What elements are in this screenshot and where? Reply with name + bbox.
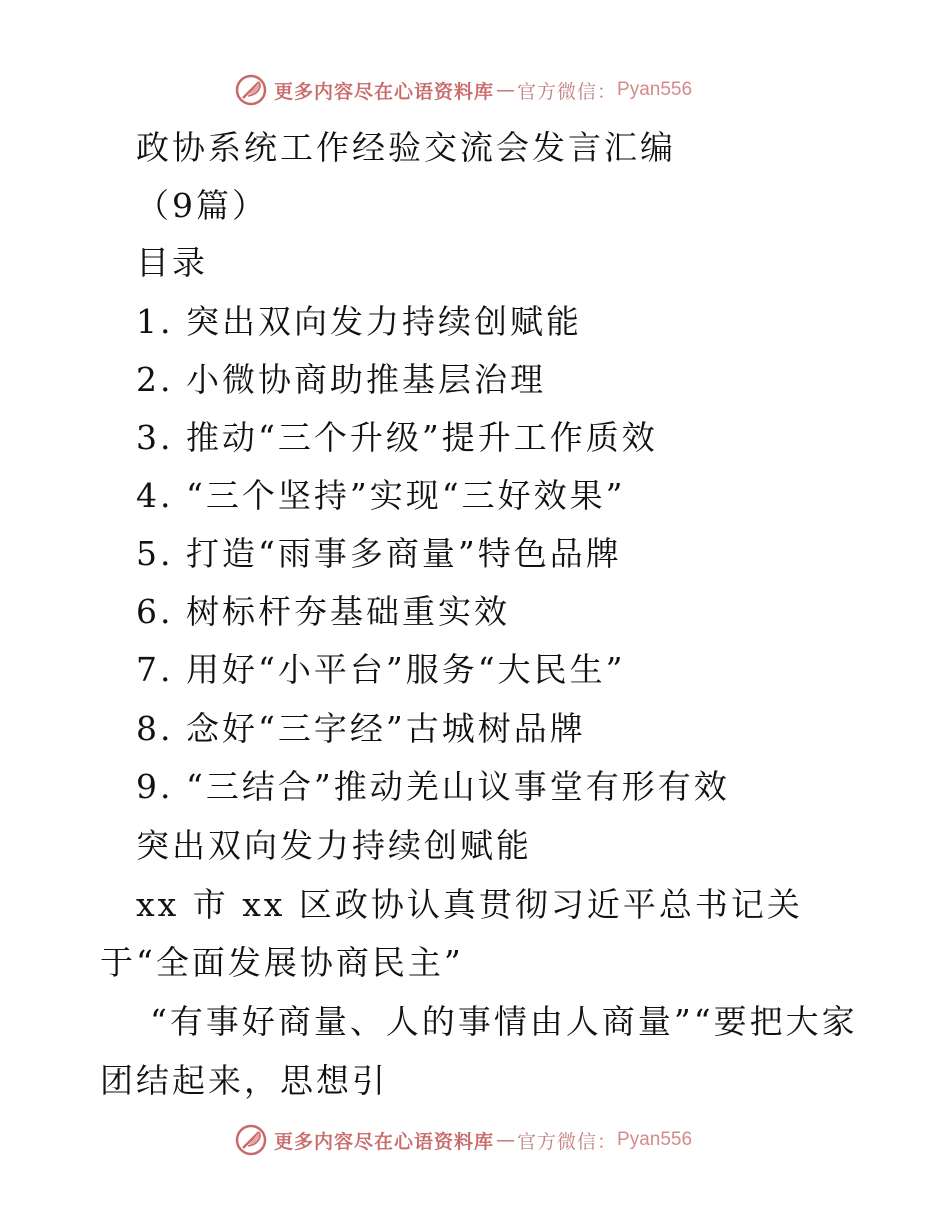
watermark-wechat-handle: Pyan556 [617,1129,693,1150]
toc-item-text: 打造“雨事多商量”特色品牌 [186,534,622,573]
toc-item [136,476,625,516]
toc-item [136,592,510,632]
toc-item-text: 树标杆夯基础重实效 [186,592,510,631]
toc-item-number: 5. [136,534,174,573]
watermark-wechat-label: 官方微信： [517,1130,618,1153]
toc-item-text: 推动“三个升级”提升工作质效 [186,418,658,457]
toc-heading: 目录 [136,243,208,282]
body-line: xx 市 xx 区政协认真贯彻习近平总书记关 [136,885,803,924]
quill-logo-icon [234,73,268,107]
watermark-site-text: 更多内容尽在心语资料库 [274,1130,495,1153]
quill-logo-icon [234,1123,268,1157]
watermark-wechat-handle: Pyan556 [617,79,693,100]
toc-item [136,650,625,690]
toc-item [136,302,582,342]
toc-item-text: “三个坚持”实现“三好效果” [186,476,626,515]
document-subtitle: （9篇） [136,186,268,225]
body-line: “有事好商量、人的事情由人商量”“要把大家 [150,1002,858,1041]
toc-item-text: 念好“三字经”古城树品牌 [186,709,586,748]
toc-item-text: 突出双向发力持续创赋能 [186,302,582,341]
toc-item-number: 6. [136,592,174,631]
toc-item [136,709,586,749]
body-line: 于“全面发展协商民主” [100,943,464,982]
toc-item-number: 3. [136,418,174,457]
toc-item-text: 用好“小平台”服务“大民生” [186,650,626,689]
footer-watermark [234,1123,714,1157]
watermark-dash: — [496,79,516,101]
toc-item [136,418,658,458]
toc-item [136,534,622,574]
document-title: 政协系统工作经验交流会发言汇编 [136,128,676,167]
toc-item-number: 8. [136,709,174,748]
toc-item-number: 7. [136,650,174,689]
header-watermark [234,73,714,107]
toc-item-number: 1. [136,302,174,341]
toc-item-text: 小微协商助推基层治理 [186,360,546,399]
section-title: 突出双向发力持续创赋能 [136,826,532,865]
watermark-wechat-label: 官方微信： [517,80,618,103]
watermark-dash: — [496,1129,516,1151]
watermark-site-text: 更多内容尽在心语资料库 [274,80,495,103]
body-line: 团结起来，思想引 [100,1061,388,1100]
toc-item-number: 9. [136,767,174,806]
toc-item-number: 4. [136,476,174,515]
toc-item [136,360,546,400]
toc-item [136,767,730,807]
toc-item-number: 2. [136,360,174,399]
toc-item-text: “三结合”推动羌山议事堂有形有效 [186,767,730,806]
